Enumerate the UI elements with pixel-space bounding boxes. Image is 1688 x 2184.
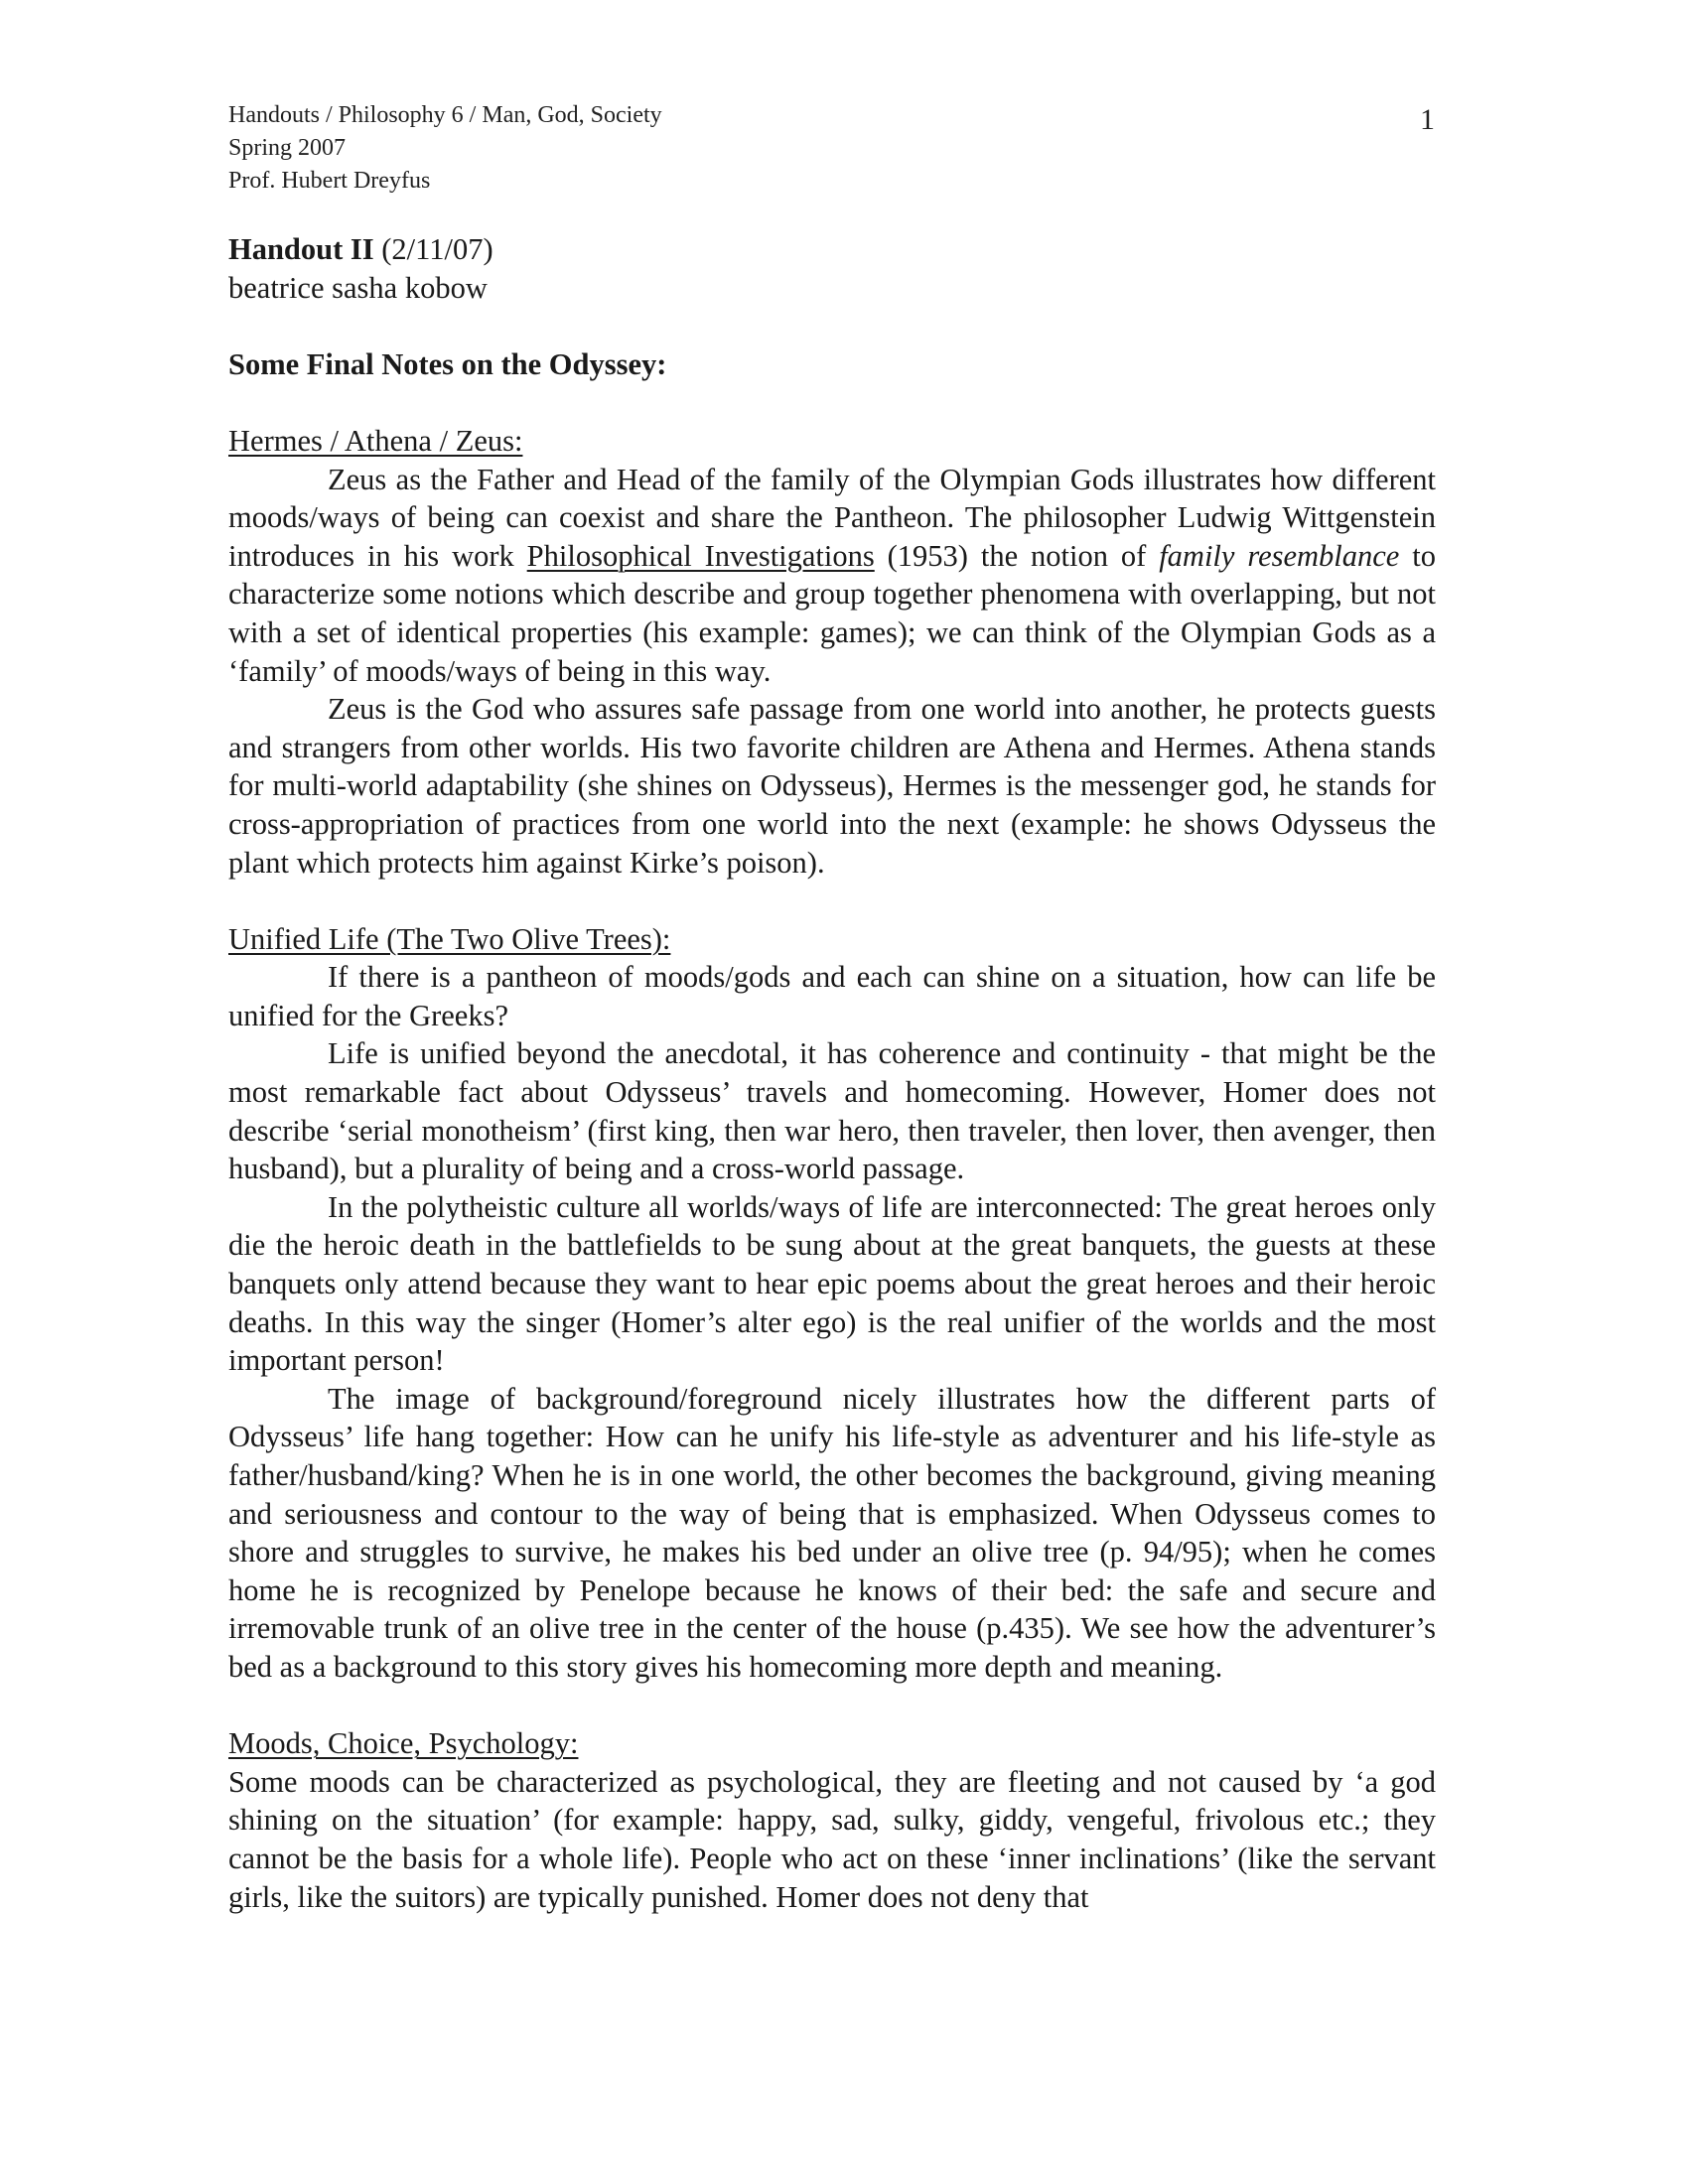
handout-date: (2/11/07) (373, 232, 493, 266)
work-title: Philosophical Investigations (526, 538, 875, 573)
section-heading: Unified Life (The Two Olive Trees): (228, 921, 671, 956)
paragraph-text: Zeus as the Father and Head of the family of the Olympian Gods illustrates how different moods/ways of being can coexist and share the Pantheon. The philosopher Ludwig Wittgenstein introduces in his work (228, 462, 1436, 573)
paragraph: Some moods can be characterized as psychological, they are fleeting and not caused by ‘a god shining on the situation’ (for example: happy, sad, sulky, giddy, vengeful, frivolous etc.; they cannot be the basis for a whole life). People who act on these ‘inner inclinations’ (like the servant girls, like the suitors) are typically punished. Homer does not deny that (228, 1764, 1436, 1914)
paragraph: The image of background/foreground nicely illustrates how the different parts of Odysseus’ life hang together: How can he unify his life-style as adventurer and his life-style as father/husband/king? When he is in one world, the other becomes the background, giving meaning and seriousness and contour to the way of being that is emphasized. When Odysseus comes to shore and struggles to survive, he makes his bed under an olive tree (p. 94/95); when he comes home he is recognized by Penelope because he knows of their bed: the safe and secure and irremovable trunk of an olive tree in the center of the house (p.435). We see how the adventurer’s bed as a background to this story gives his homecoming more depth and meaning. (228, 1381, 1436, 1684)
section-unified-life (228, 920, 1436, 1687)
author-name: beatrice sasha kobow (228, 270, 488, 305)
paragraph: In the polytheistic culture all worlds/ways of life are interconnected: The great heroes only die the heroic death in the battlefields to be sung about at the great banquets, the guests at these banquets only attend because they want to hear epic poems about the great heroes and their heroic deaths. In this way the singer (Homer’s alter ego) is the real unifier of the worlds and the most important person! (228, 1189, 1436, 1378)
header-professor-line: Prof. Hubert Dreyfus (228, 168, 431, 194)
course-header (228, 99, 662, 198)
handout-title-bold: Handout II (228, 232, 374, 266)
paragraph (228, 461, 1436, 691)
document-body (228, 230, 1436, 1955)
section-heading: Moods, Choice, Psychology: (228, 1726, 579, 1761)
page-number: 1 (1420, 103, 1435, 136)
paragraph: Life is unified beyond the anecdotal, it has coherence and continuity - that might be the most remarkable fact about Odysseus’ travels and homecoming. However, Homer does not describe ‘serial monotheism’ (first king, then war hero, then traveler, then lover, then avenger, then husband), but a plurality of being and a cross-world passage. (228, 1036, 1436, 1186)
paragraph-text: to characterize some notions which describe and group together phenomena with overlapping, but not with a set of identical properties (his example: games); we can think of the Olympian Gods as a ‘family’ of moods/ways of being in this way. (228, 538, 1436, 688)
paragraph: Zeus is the God who assures safe passage from one world into another, he protects guests and strangers from other worlds. His two favorite children are Athena and Hermes. Athena stands for multi-world adaptability (she shines on Odysseus), Hermes is the messenger god, he stands for cross-appropriation of practices from one world into the next (example: he shows Odysseus the plant which protects him against Kirke’s poison). (228, 692, 1436, 880)
section-heading: Hermes / Athena / Zeus: (228, 423, 523, 458)
main-heading: Some Final Notes on the Odyssey: (228, 346, 667, 381)
header-term-line: Spring 2007 (228, 135, 347, 161)
paragraph: If there is a pantheon of moods/gods and each can shine on a situation, how can life be unified for the Greeks? (228, 960, 1436, 1032)
paragraph-text: (1953) the notion of (874, 538, 1160, 573)
section-hermes-athena-zeus (228, 422, 1436, 882)
handout-title (228, 230, 1436, 269)
emphasized-term: family resemblance (1159, 538, 1400, 573)
section-moods-choice-psychology (228, 1724, 1436, 1916)
header-course-line: Handouts / Philosophy 6 / Man, God, Society (228, 102, 662, 128)
